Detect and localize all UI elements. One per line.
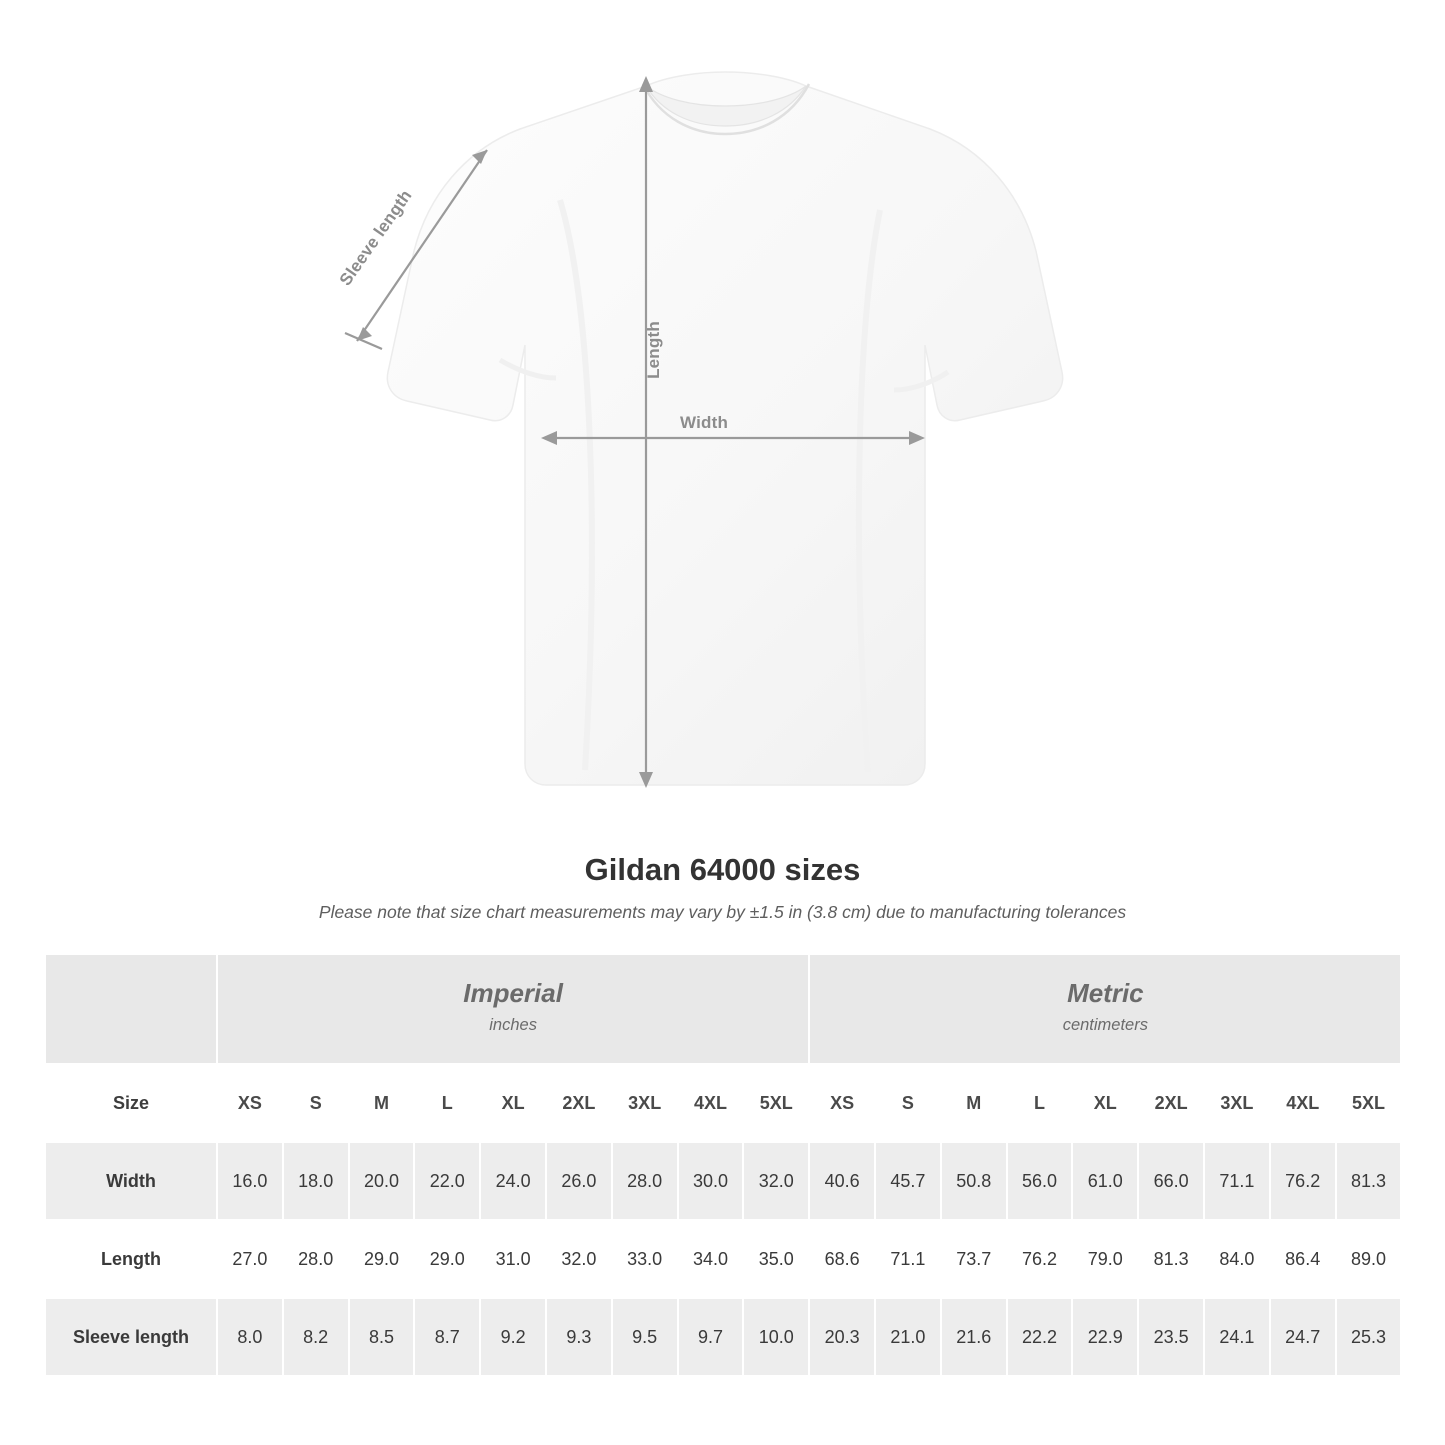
cell-width-l: 22.0: [414, 1142, 480, 1220]
cell-sleeve-4xl-cm: 24.7: [1270, 1298, 1336, 1376]
cell-length-4xl-cm: 86.4: [1270, 1220, 1336, 1298]
cell-sleeve-xs: 8.0: [217, 1298, 283, 1376]
title-block: [0, 852, 1445, 923]
table-row: [45, 1298, 1401, 1376]
cell-sleeve-5xl: 10.0: [743, 1298, 809, 1376]
cell-sleeve-3xl: 9.5: [612, 1298, 678, 1376]
cell-width-s-cm: 45.7: [875, 1142, 941, 1220]
cell-length-xs: 27.0: [217, 1220, 283, 1298]
cell-length-2xl-cm: 81.3: [1138, 1220, 1204, 1298]
cell-sleeve-xl: 9.2: [480, 1298, 546, 1376]
cell-width-5xl: 32.0: [743, 1142, 809, 1220]
cell-sleeve-5xl-cm: 25.3: [1336, 1298, 1402, 1376]
cell-sleeve-3xl-cm: 24.1: [1204, 1298, 1270, 1376]
sleeve-length-label: Sleeve length: [335, 186, 416, 290]
size-header-cell: L: [1007, 1064, 1073, 1142]
table-row: [45, 1220, 1401, 1298]
size-header-cell: 3XL: [1204, 1064, 1270, 1142]
size-header-cell: 4XL: [678, 1064, 744, 1142]
cell-sleeve-2xl: 9.3: [546, 1298, 612, 1376]
unit-group-imperial: [217, 954, 809, 1064]
size-header-cell: XS: [809, 1064, 875, 1142]
cell-sleeve-l-cm: 22.2: [1007, 1298, 1073, 1376]
unit-group-metric: [809, 954, 1401, 1064]
cell-length-3xl: 33.0: [612, 1220, 678, 1298]
width-label: Width: [680, 413, 729, 432]
size-chart-table: [44, 953, 1402, 1377]
cell-length-xs-cm: 68.6: [809, 1220, 875, 1298]
cell-length-3xl-cm: 84.0: [1204, 1220, 1270, 1298]
unit-group-row: [45, 954, 1401, 1064]
cell-sleeve-2xl-cm: 23.5: [1138, 1298, 1204, 1376]
cell-width-s: 18.0: [283, 1142, 349, 1220]
unit-group-metric-sub: centimeters: [1062, 1015, 1148, 1034]
cell-length-l-cm: 76.2: [1007, 1220, 1073, 1298]
header-size-label: Size: [45, 1064, 217, 1142]
size-header-cell: XS: [217, 1064, 283, 1142]
row-label-length: Length: [45, 1220, 217, 1298]
size-header-cell: 4XL: [1270, 1064, 1336, 1142]
size-chart-table-wrap: [44, 953, 1401, 1377]
cell-length-l: 29.0: [414, 1220, 480, 1298]
cell-width-l-cm: 56.0: [1007, 1142, 1073, 1220]
cell-sleeve-s: 8.2: [283, 1298, 349, 1376]
table-header-row: [45, 1064, 1401, 1142]
cell-length-2xl: 32.0: [546, 1220, 612, 1298]
size-header-cell: M: [941, 1064, 1007, 1142]
size-header-cell: 5XL: [1336, 1064, 1402, 1142]
cell-width-m-cm: 50.8: [941, 1142, 1007, 1220]
size-header-cell: M: [349, 1064, 415, 1142]
cell-sleeve-m-cm: 21.6: [941, 1298, 1007, 1376]
size-header-cell: XL: [1072, 1064, 1138, 1142]
cell-length-s: 28.0: [283, 1220, 349, 1298]
unit-group-empty: [45, 954, 217, 1064]
table-row: [45, 1142, 1401, 1220]
cell-width-4xl: 30.0: [678, 1142, 744, 1220]
cell-length-4xl: 34.0: [678, 1220, 744, 1298]
cell-length-5xl: 35.0: [743, 1220, 809, 1298]
cell-width-xl-cm: 61.0: [1072, 1142, 1138, 1220]
cell-width-xs-cm: 40.6: [809, 1142, 875, 1220]
unit-group-imperial-sub: inches: [489, 1015, 537, 1034]
size-header-cell: XL: [480, 1064, 546, 1142]
size-header-cell: 5XL: [743, 1064, 809, 1142]
size-header-cell: S: [875, 1064, 941, 1142]
cell-sleeve-xl-cm: 22.9: [1072, 1298, 1138, 1376]
cell-width-m: 20.0: [349, 1142, 415, 1220]
tolerance-note: Please note that size chart measurements may vary by ±1.5 in (3.8 cm) due to manufacturing tolerances: [318, 902, 1127, 922]
cell-length-m: 29.0: [349, 1220, 415, 1298]
cell-sleeve-s-cm: 21.0: [875, 1298, 941, 1376]
cell-length-s-cm: 71.1: [875, 1220, 941, 1298]
unit-group-imperial-name: Imperial: [463, 978, 563, 1009]
cell-sleeve-m: 8.5: [349, 1298, 415, 1376]
cell-width-xl: 24.0: [480, 1142, 546, 1220]
page-title: Gildan 64000 sizes: [584, 852, 861, 887]
size-header-cell: L: [414, 1064, 480, 1142]
cell-sleeve-xs-cm: 20.3: [809, 1298, 875, 1376]
cell-width-3xl: 28.0: [612, 1142, 678, 1220]
cell-length-xl-cm: 79.0: [1072, 1220, 1138, 1298]
size-header-cell: 3XL: [612, 1064, 678, 1142]
cell-length-xl: 31.0: [480, 1220, 546, 1298]
cell-width-4xl-cm: 76.2: [1270, 1142, 1336, 1220]
cell-length-m-cm: 73.7: [941, 1220, 1007, 1298]
row-label-sleeve-length: Sleeve length: [45, 1298, 217, 1376]
unit-group-metric-name: Metric: [1067, 978, 1144, 1009]
size-header-cell: 2XL: [1138, 1064, 1204, 1142]
cell-sleeve-4xl: 9.7: [678, 1298, 744, 1376]
size-header-cell: 2XL: [546, 1064, 612, 1142]
cell-width-3xl-cm: 71.1: [1204, 1142, 1270, 1220]
size-header-cell: S: [283, 1064, 349, 1142]
cell-width-2xl-cm: 66.0: [1138, 1142, 1204, 1220]
cell-width-2xl: 26.0: [546, 1142, 612, 1220]
cell-width-xs: 16.0: [217, 1142, 283, 1220]
length-label: Length: [643, 321, 663, 379]
cell-length-5xl-cm: 89.0: [1336, 1220, 1402, 1298]
cell-sleeve-l: 8.7: [414, 1298, 480, 1376]
cell-width-5xl-cm: 81.3: [1336, 1142, 1402, 1220]
row-label-width: Width: [45, 1142, 217, 1220]
